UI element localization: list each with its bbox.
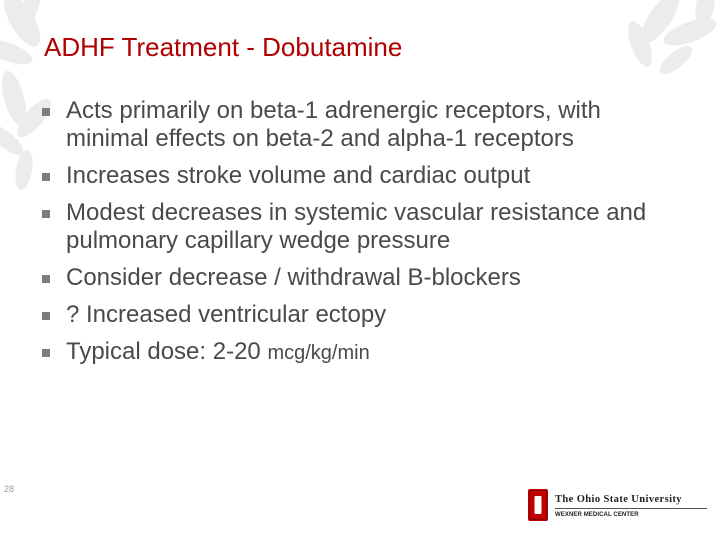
bullet-item <box>42 301 682 329</box>
bullet-text: Acts primarily on beta-1 adrenergic receptors, with minimal effects on beta-2 and alpha-1 receptors <box>66 97 601 152</box>
bullet-item <box>42 264 682 292</box>
bullet-text: ? Increased ventricular ectopy <box>66 301 387 328</box>
dose-unit: mcg/kg/min <box>267 342 370 364</box>
bullet-text: Consider decrease / withdrawal B-blockers <box>66 264 521 291</box>
bullet-list <box>42 97 682 376</box>
slide-title: ADHF Treatment - Dobutamine <box>44 32 403 62</box>
bullet-text: Typical dose: 2-20 <box>66 338 268 365</box>
page-number: 28 <box>4 484 15 494</box>
logo-divider <box>555 508 707 509</box>
bullet-item <box>42 199 682 255</box>
block-o-icon <box>528 489 548 521</box>
bullet-item <box>42 338 682 367</box>
university-logo <box>528 489 713 525</box>
bullet-item <box>42 97 682 153</box>
bullet-text: Increases stroke volume and cardiac output <box>66 162 531 189</box>
bullet-text: Modest decreases in systemic vascular resistance and pulmonary capillary wedge pressure <box>66 199 647 254</box>
university-name: The Ohio State University <box>555 494 682 505</box>
bullet-item <box>42 162 682 190</box>
logo-subtitle: WEXNER MEDICAL CENTER <box>555 512 639 518</box>
